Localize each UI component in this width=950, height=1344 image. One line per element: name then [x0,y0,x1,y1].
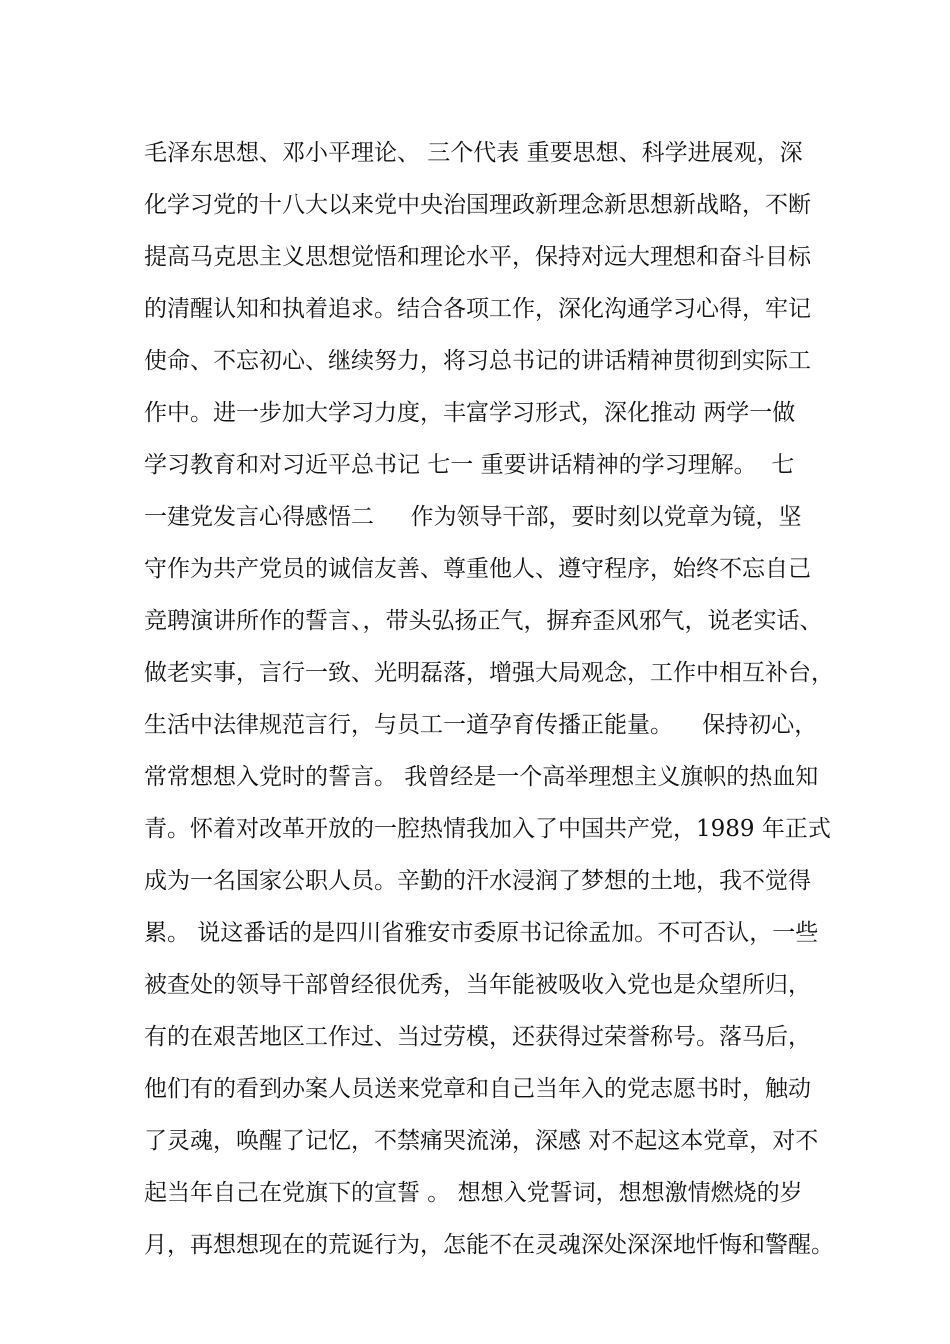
text-line: 青。怀着对改革开放的一腔热情我加入了中国共产党，1989 年正式 [144,816,831,842]
body-text [144,131,834,1275]
text-line: 竞聘演讲所作的誓言、，带头弘扬正气，摒弃歪风邪气，说老实话、 [144,608,823,634]
text-line: 他们有的看到办案人员送来党章和自己当年入的党志愿书时，触动 [144,1076,811,1102]
text-line: 被查处的领导干部曾经很优秀，当年能被吸收入党也是众望所归， [144,972,811,998]
text-line: 成为一名国家公职人员。辛勤的汗水浸润了梦想的土地，我不觉得 [144,868,811,894]
text-line: 生活中法律规范言行，与员工一道孕育传播正能量。 保持初心， [144,712,818,738]
text-line: 化学习党的十八大以来党中央治国理政新理念新思想新战略，不断 [144,192,811,218]
text-line: 守作为共产党员的诚信友善、尊重他人、遵守程序，始终不忘自己 [144,556,811,582]
text-line: 月，再想想现在的荒诞行为，怎能不在灵魂深处深深地忏悔和警醒。 [144,1232,834,1258]
text-line: 使命、不忘初心、继续努力，将习总书记的讲话精神贯彻到实际工 [144,348,811,374]
text-line: 常常想想入党时的誓言。 我曾经是一个高举理想主义旗帜的热血知 [144,764,819,790]
text-line: 一建党发言心得感悟二 作为领导干部，要时刻以党章为镜，坚 [144,504,802,530]
text-line: 毛泽东思想、邓小平理论、 三个代表 重要思想、科学进展观，深 [144,140,803,166]
text-line: 了灵魂，唤醒了记忆，不禁痛哭流涕，深感 对不起这本党章，对不 [144,1128,819,1154]
text-line: 有的在艰苦地区工作过、当过劳模，还获得过荣誉称号。落马后， [144,1024,811,1050]
text-line: 做老实事，言行一致、光明磊落，增强大局观念，工作中相互补台， [144,660,834,686]
text-line: 的清醒认知和执着追求。结合各项工作，深化沟通学习心得，牢记 [144,296,811,322]
text-line: 提高马克思主义思想觉悟和理论水平，保持对远大理想和奋斗目标 [144,244,811,270]
text-line: 作中。进一步加大学习力度，丰富学习形式，深化推动 两学一做 [144,400,796,426]
text-line: 学习教育和对习近平总书记 七一 重要讲话精神的学习理解。 七 [144,452,795,478]
text-line: 起当年自己在党旗下的宣誓 。 想想入党誓词，想想激情燃烧的岁 [144,1180,803,1206]
text-line: 累。 说这番话的是四川省雅安市委原书记徐孟加。不可否认，一些 [144,920,819,946]
